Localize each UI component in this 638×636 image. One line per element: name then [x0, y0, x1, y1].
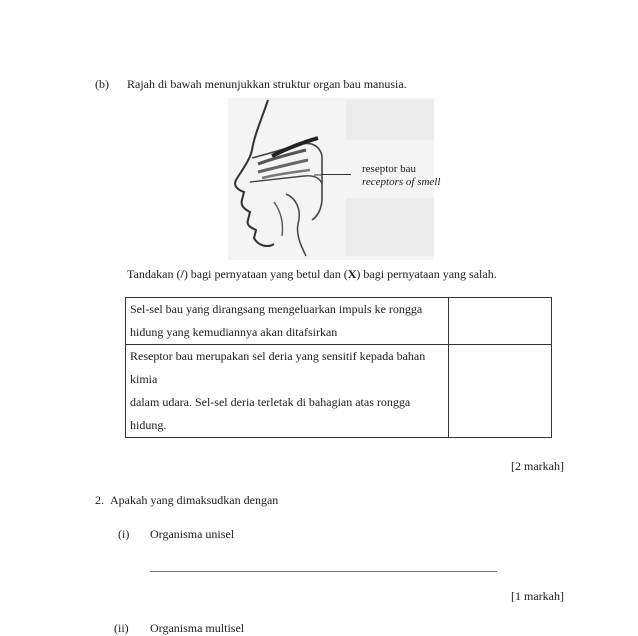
table-row: [126, 298, 552, 345]
statement-cell: Reseptor bau merupakan sel deria yang sensitif kepada bahan kimia dalam udara. Sel-sel deria terletak di bahagian atas rongga hidung.: [126, 345, 449, 438]
instruction-text: Tandakan (/) bagi pernyataan yang betul dan (X) bagi pernyataan yang salah.: [127, 267, 497, 281]
part-b-label: (b): [95, 77, 109, 91]
sub-ii-label: (ii): [114, 621, 129, 635]
part-b-text: Rajah di bawah menunjukkan struktur organ bau manusia.: [127, 77, 407, 91]
sub-i-label: (i): [118, 527, 130, 541]
answer-box[interactable]: [448, 298, 552, 345]
smell-organ-diagram: [228, 98, 441, 260]
marks-1: [1 markah]: [511, 589, 564, 603]
sub-ii-text: Organisma multisel: [150, 621, 245, 635]
sub-i-text: Organisma unisel: [150, 527, 235, 541]
label-reseptor-bau: reseptor bau: [362, 163, 417, 175]
statement-cell: Sel-sel bau yang dirangsang mengeluarkan impuls ke rongga hidung yang kemudiannya akan ditafsirkan: [126, 298, 449, 345]
marks-2: [2 markah]: [511, 459, 564, 473]
label-receptors-of-smell: receptors of smell: [362, 176, 441, 188]
question-2-text: Apakah yang dimaksudkan dengan: [110, 493, 279, 507]
answer-line[interactable]: _______________________________________________________________: [150, 559, 497, 573]
table-row: [126, 345, 552, 438]
statement-table: [125, 297, 552, 438]
answer-box[interactable]: [448, 345, 552, 438]
question-2-number: 2.: [95, 493, 104, 507]
pointer-line: [321, 174, 351, 175]
